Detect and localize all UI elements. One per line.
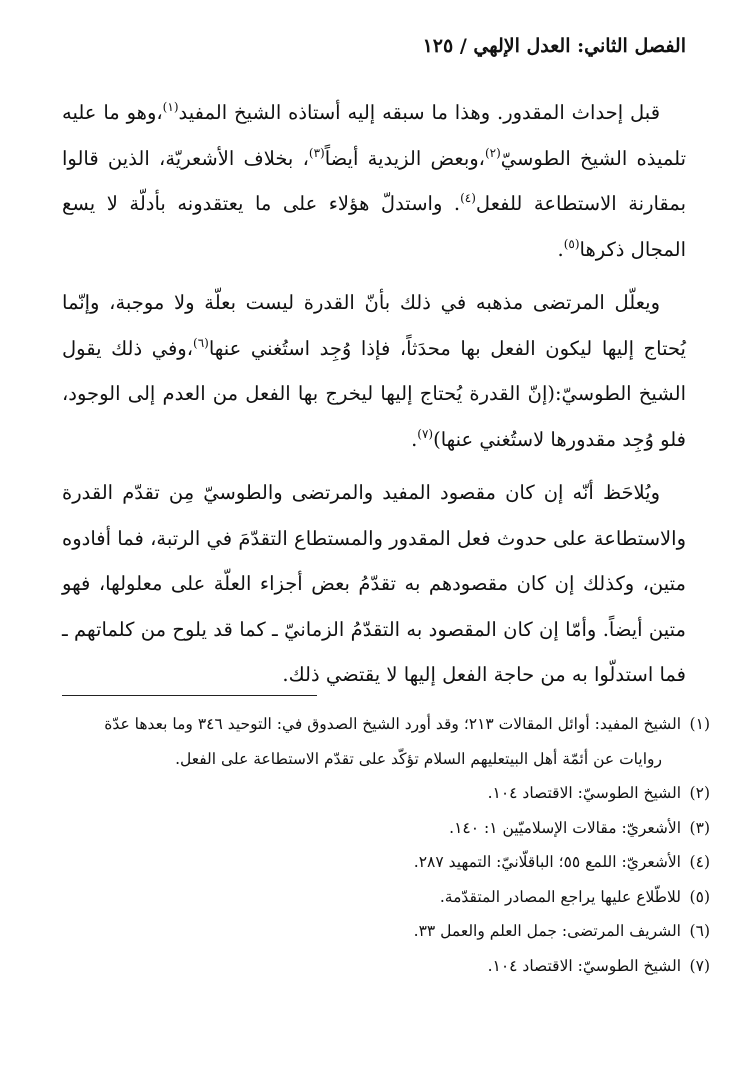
footnote-ref-4[interactable]: (٤) — [460, 191, 476, 205]
footnote-text: للاطّلاع عليها يراجع المصادر المتقدّمة. — [439, 887, 681, 906]
book-page — [62, 0, 710, 1081]
footnote-text: الشيخ الطوسيّ: الاقتصاد ١٠٤. — [487, 956, 681, 975]
footnotes — [62, 707, 710, 983]
footnote-text: الشيخ المفيد: أوائل المقالات ٢١٣؛ وقد أورد الشيخ الصدوق في: التوحيد ٣٤٦ وما بعدها عدّة روايات عن أئمّة أهل البيتعليهم السلام تؤكّد على تقدّم الاستطاعة على الفعل. — [104, 715, 681, 768]
text-run: ،وبعض الزيدية أيضاً — [324, 146, 485, 170]
text-run: ويعلّل المرتضى مذهبه في ذلك بأنّ القدرة ليست بعلّة ولا موجبة، وإنّما يُحتاج إليها ليكون الفعل بها محدَثاً، فإذا وُجِد استُغني عنها — [62, 291, 686, 360]
main-text — [62, 90, 686, 698]
text-run: ،وفي ذلك يقول الشيخ الطوسيّ:(إنّ القدرة يُحتاج إليها ليخرج بها الفعل من العدم إلى الوجود، فلو وُجِد مقدورها لاستُغني عنها) — [62, 336, 686, 451]
footnote-2: (٢)الشيخ الطوسيّ: الاقتصاد ١٠٤. — [487, 784, 710, 802]
footnote-ref-5[interactable]: (٥) — [563, 236, 580, 251]
footnote-divider — [62, 695, 317, 696]
footnote-4: (٤)الأشعريّ: اللمع ٥٥؛ الباقلّانيّ: التمهيد ٢٨٧. — [413, 853, 710, 871]
footnote-6: (٦)الشريف المرتضى: جمل العلم والعمل ٣٣. — [413, 922, 710, 940]
running-header: الفصل الثاني: العدل الإلهي / ١٢٥ — [422, 35, 686, 57]
footnote-ref-6[interactable]: (٦) — [193, 335, 209, 350]
text-run: قبل إحداث المقدور. وهذا ما سبقه إليه أستاذه الشيخ المفيد — [178, 101, 661, 124]
footnote-ref-1[interactable]: (١) — [162, 100, 179, 114]
text-run: ،وهو ما عليه تلميذه الشيخ الطوسيّ — [62, 101, 687, 170]
footnote-text: الأشعريّ: مقالات الإسلاميّين ١: ١٤٠. — [449, 818, 681, 837]
text-run: ، بخلاف الأشعريّة، الذين قالوا بمقارنة الاستطاعة للفعل — [62, 146, 686, 215]
footnote-ref-7[interactable]: (٧) — [417, 426, 434, 441]
footnote-5: (٥)للاطّلاع عليها يراجع المصادر المتقدّمة. — [439, 887, 710, 906]
paragraph-3 — [62, 470, 686, 698]
footnote-ref-3[interactable]: (٣) — [308, 145, 325, 160]
footnote-1: (١)الشيخ المفيد: أوائل المقالات ٢١٣؛ وقد أورد الشيخ الصدوق في: التوحيد ٣٤٦ وما بعدها عدّة روايات عن أئمّة أهل البيتعليهم السلام تؤكّد على تقدّم الاستطاعة على الفعل. — [104, 715, 710, 768]
text-run: . — [557, 237, 564, 261]
text-run: . — [411, 427, 418, 451]
footnote-text: الشيخ الطوسيّ: الاقتصاد ١٠٤. — [487, 784, 681, 802]
paragraph-1 — [62, 90, 686, 272]
footnote-ref-2[interactable]: (٢) — [484, 145, 501, 160]
text-run: . واستدلّ هؤلاء على ما يعتقدونه بأدلّة لا يسع المجال ذكرها — [62, 192, 686, 261]
paragraph-2 — [62, 280, 686, 462]
footnote-text: الشريف المرتضى: جمل العلم والعمل ٣٣. — [413, 922, 681, 940]
footnote-7: (٧)الشيخ الطوسيّ: الاقتصاد ١٠٤. — [487, 956, 710, 975]
text-run: ويُلاحَظ أنّه إن كان مقصود المفيد والمرتضى والطوسيّ مِن تقدّم القدرة والاستطاعة على حدوث فعل المقدور والمستطاع التقدّمَ في الرتبة، فما أفادوه متين، وكذلك إن كان مقصودهم به تقدّمُ بعض أجزاء العلّة على معلولها، فهو متين أيضاً. وأمّا إن كان المقصود به التقدّمُ الزمانيّ ـ كما قد يلوح من كلماتهم ـ فما استدلّوا به من حاجة الفعل إليها لا يقتضي ذلك. — [62, 481, 686, 686]
footnote-text: الأشعريّ: اللمع ٥٥؛ الباقلّانيّ: التمهيد ٢٨٧. — [413, 853, 681, 871]
footnote-3: (٣)الأشعريّ: مقالات الإسلاميّين ١: ١٤٠. — [449, 818, 710, 837]
